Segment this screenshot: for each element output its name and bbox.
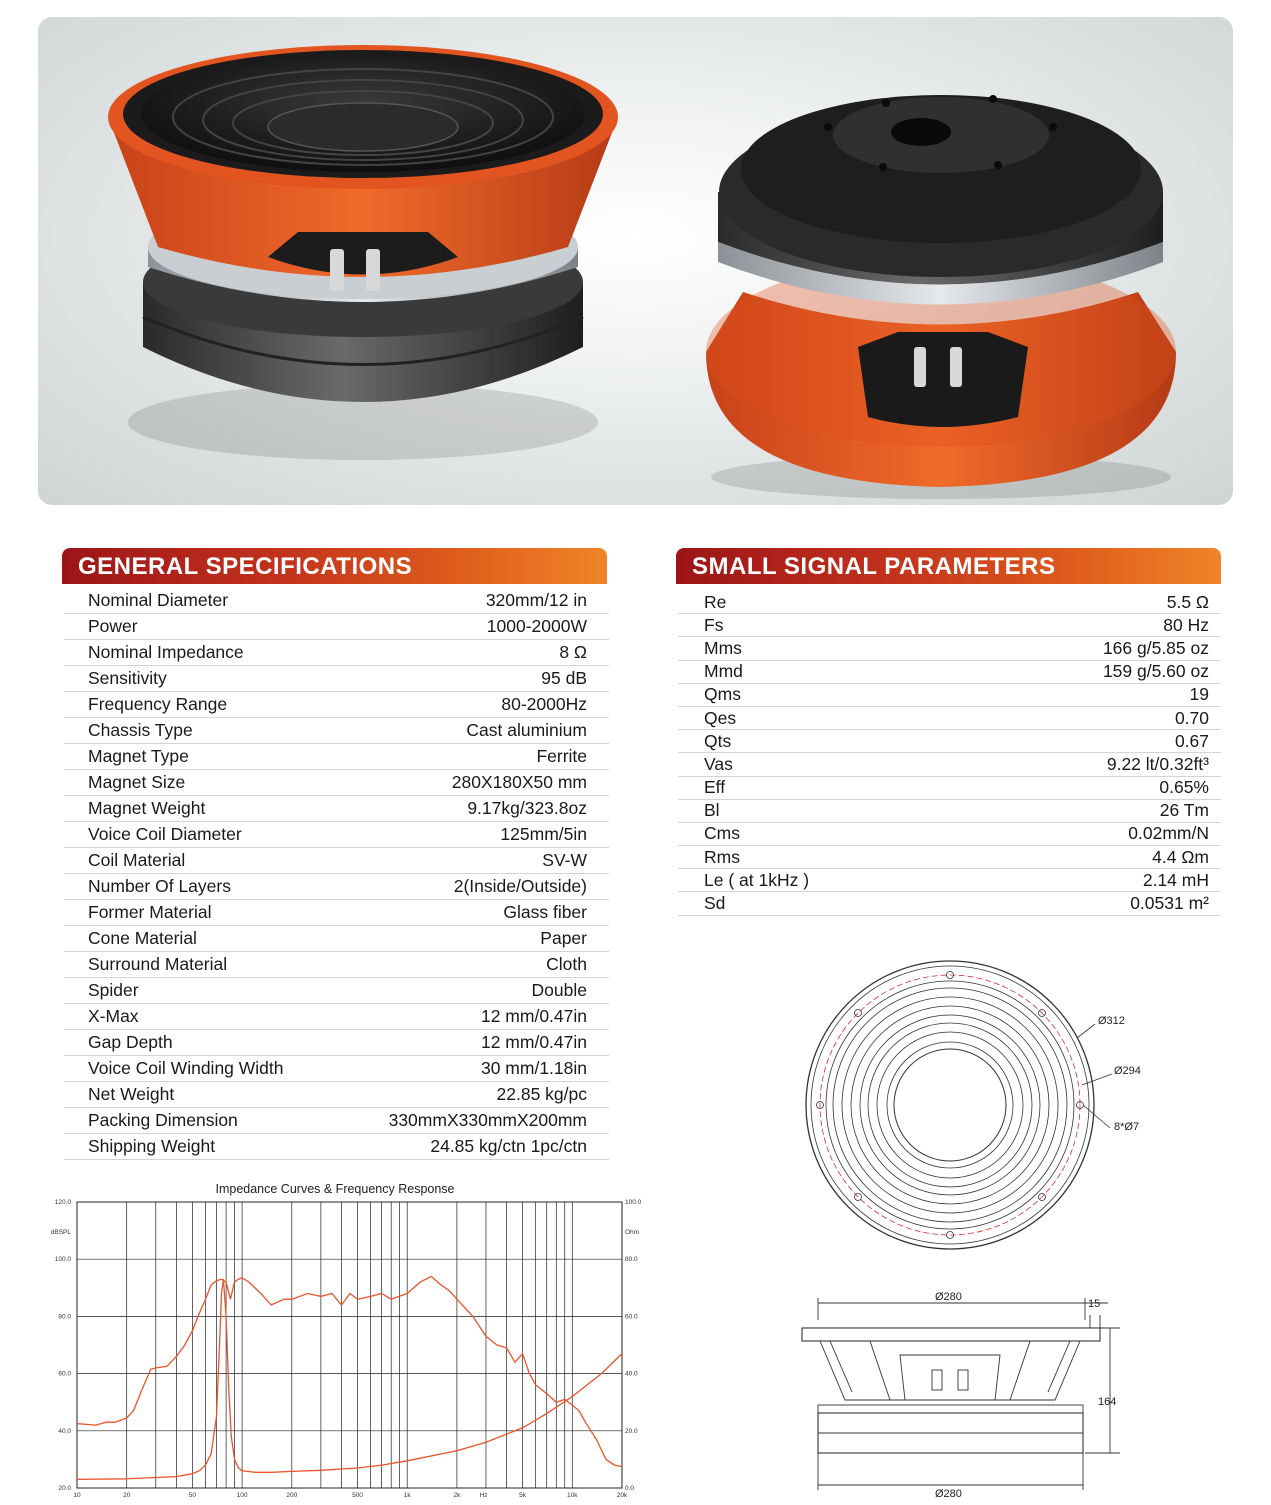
speaker-rear-photo (706, 95, 1176, 499)
spec-value: 19 (1189, 684, 1209, 705)
spec-value: SV-W (542, 850, 587, 870)
left-tick-label: 40.0 (58, 1427, 71, 1435)
spec-row (678, 591, 1221, 614)
spec-row (678, 614, 1221, 637)
left-tick-label: 20.0 (58, 1485, 71, 1492)
spec-row (64, 796, 609, 822)
product-photos (38, 17, 1233, 505)
spec-label: Coil Material (88, 850, 186, 870)
spec-label: Fs (704, 614, 724, 635)
spec-label: Sensitivity (88, 668, 167, 688)
spec-row (678, 869, 1221, 892)
plot-area (77, 1202, 622, 1488)
spec-label: Rms (704, 846, 740, 867)
spec-value: 1000-2000W (486, 616, 587, 636)
spec-row (678, 637, 1221, 660)
spec-value: Ferrite (536, 746, 587, 766)
spec-value: 280X180X50 mm (451, 772, 587, 792)
x-tick-label: 2k (453, 1492, 461, 1499)
spec-value: 8 Ω (559, 642, 587, 662)
top-view (806, 961, 1112, 1249)
product-photo-panel (38, 17, 1233, 505)
x-tick-label: 200 (286, 1492, 298, 1499)
spec-label: Packing Dimension (88, 1110, 238, 1130)
spec-label: Nominal Diameter (88, 590, 229, 610)
dim-outer-diameter: Ø312 (1098, 1015, 1125, 1027)
spec-value: 12 mm/0.47in (480, 1006, 587, 1026)
spec-row (64, 692, 609, 718)
spec-row (678, 707, 1221, 730)
spec-row (64, 926, 609, 952)
spec-label: X-Max (88, 1006, 139, 1026)
spec-label: Net Weight (88, 1084, 175, 1104)
spec-value: 330mmX330mmX200mm (388, 1110, 587, 1130)
spec-value: Cast aluminium (466, 720, 587, 740)
spec-row (64, 666, 609, 692)
spec-label: Magnet Type (88, 746, 189, 766)
spec-value: 5.5 Ω (1166, 591, 1209, 612)
x-tick-label: 20k (616, 1492, 628, 1499)
spec-row (64, 874, 609, 900)
dimension-drawing-svg (790, 960, 1190, 1500)
spec-value: 4.4 Ωm (1152, 846, 1209, 867)
spec-row (64, 822, 609, 848)
spec-label: Vas (704, 753, 733, 774)
spec-row (64, 744, 609, 770)
dim-holes: 8*Ø7 (1114, 1121, 1140, 1133)
impedance-frequency-chart (40, 1180, 645, 1500)
spec-row (64, 614, 609, 640)
spec-label: Chassis Type (88, 720, 193, 740)
spec-row (64, 1030, 609, 1056)
spec-row (64, 1082, 609, 1108)
dim-flange: 15 (1088, 1298, 1101, 1310)
general-specifications-header: GENERAL SPECIFICATIONS (62, 548, 607, 584)
x-tick-label: 20 (123, 1492, 131, 1499)
spec-row (64, 1134, 609, 1160)
general-specifications-table (64, 588, 609, 1160)
spec-value: Double (531, 980, 587, 1000)
spec-value: 320mm/12 in (485, 590, 587, 610)
spec-value: Paper (540, 928, 587, 948)
spec-label: Magnet Weight (88, 798, 206, 818)
right-tick-label: 100.0 (625, 1199, 642, 1206)
spec-value: 0.02mm/N (1128, 823, 1209, 844)
spec-label: Sd (704, 893, 726, 914)
spec-value: 0.67 (1174, 730, 1209, 751)
spec-value: Glass fiber (503, 902, 587, 922)
spec-row (678, 823, 1221, 846)
spec-label: Bl (704, 800, 720, 821)
spec-label: Cms (704, 823, 740, 844)
spec-label: Gap Depth (88, 1032, 173, 1052)
spec-label: Qms (704, 684, 741, 705)
spec-row (64, 588, 609, 614)
left-tick-label: 80.0 (58, 1313, 71, 1321)
spec-label: Voice Coil Winding Width (88, 1058, 284, 1078)
right-tick-label: 40.0 (625, 1370, 638, 1378)
spec-row (64, 718, 609, 744)
spec-label: Frequency Range (88, 694, 228, 714)
x-unit-label: Hz (479, 1492, 488, 1499)
spec-row (64, 770, 609, 796)
left-tick-label: 100.0 (54, 1256, 71, 1264)
x-tick-label: 100 (236, 1492, 248, 1499)
right-tick-label: 80.0 (625, 1256, 638, 1264)
spec-row (64, 952, 609, 978)
spec-label: Power (88, 616, 138, 636)
spec-value: 12 mm/0.47in (480, 1032, 587, 1052)
small-signal-parameters-header: SMALL SIGNAL PARAMETERS (676, 548, 1221, 584)
x-tick-label: 10k (567, 1492, 578, 1499)
spec-value: 2.14 mH (1142, 869, 1209, 890)
dim-mount-diameter: Ø294 (1114, 1065, 1141, 1077)
spec-row (678, 800, 1221, 823)
spec-label: Shipping Weight (88, 1136, 216, 1156)
spec-label: Re (704, 591, 727, 612)
spec-value: 125mm/5in (500, 824, 587, 844)
x-tick-label: 50 (188, 1492, 197, 1499)
spec-row (64, 900, 609, 926)
right-tick-label: 60.0 (625, 1313, 638, 1321)
spec-value: 9.17kg/323.8oz (467, 798, 587, 818)
x-tick-label: 500 (352, 1492, 363, 1499)
spec-row (678, 846, 1221, 869)
spec-row (64, 1108, 609, 1134)
right-axis-unit: Ohm (625, 1229, 640, 1236)
spec-row (64, 640, 609, 666)
dim-magnet-bottom: Ø280 (935, 1488, 962, 1500)
spec-value: 30 mm/1.18in (480, 1058, 587, 1078)
spec-label: Surround Material (88, 954, 228, 974)
spec-value: 2(Inside/Outside) (453, 876, 587, 896)
spec-value: 0.70 (1174, 707, 1209, 728)
spec-value: 9.22 lt/0.32ft³ (1106, 753, 1209, 774)
spec-label: Voice Coil Diameter (88, 824, 242, 844)
spec-value: 166 g/5.85 oz (1102, 637, 1209, 658)
spec-label: Cone Material (88, 928, 197, 948)
spec-label: Number Of Layers (88, 876, 231, 896)
spec-row (678, 753, 1221, 776)
spec-value: Cloth (546, 954, 587, 974)
left-axis-unit: dBSPL (50, 1229, 71, 1236)
spec-label: Eff (704, 777, 726, 798)
chart-plot (40, 1180, 645, 1500)
spec-value: 80 Hz (1163, 614, 1209, 635)
right-tick-label: 20.0 (625, 1427, 638, 1435)
spec-value: 22.85 kg/pc (496, 1084, 587, 1104)
right-tick-label: 0.0 (625, 1485, 635, 1492)
x-tick-label: 5k (519, 1492, 527, 1499)
chart-title: Impedance Curves & Frequency Response (215, 1182, 455, 1196)
spec-row (678, 730, 1221, 753)
spec-value: 159 g/5.60 oz (1102, 661, 1209, 682)
dim-magnet-top: Ø280 (935, 1291, 962, 1303)
spec-value: 80-2000Hz (501, 694, 587, 714)
spec-label: Le ( at 1kHz ) (704, 869, 810, 890)
spec-row (64, 848, 609, 874)
spec-row (678, 892, 1221, 915)
spec-value: 0.65% (1159, 777, 1209, 798)
spec-label: Former Material (88, 902, 212, 922)
spec-row (64, 1056, 609, 1082)
spec-row (678, 777, 1221, 800)
speaker-front-photo (108, 45, 618, 460)
x-tick-label: 1k (403, 1492, 411, 1499)
small-signal-parameters-table (678, 591, 1221, 916)
spec-label: Qes (704, 707, 737, 728)
left-tick-label: 60.0 (58, 1370, 71, 1378)
dim-height: 164 (1098, 1396, 1117, 1408)
spec-row (64, 1004, 609, 1030)
x-tick-label: 10 (73, 1492, 81, 1499)
spec-value: 0.0531 m² (1130, 893, 1209, 914)
left-tick-label: 120.0 (54, 1199, 71, 1206)
dimension-drawing (790, 960, 1190, 1500)
side-view (802, 1298, 1120, 1490)
spec-label: Qts (704, 730, 732, 751)
spec-row (64, 978, 609, 1004)
spec-label: Magnet Size (88, 772, 186, 792)
spec-value: 26 Tm (1159, 800, 1209, 821)
spec-row (678, 684, 1221, 707)
spec-label: Mmd (704, 661, 743, 682)
spec-label: Nominal Impedance (88, 642, 244, 662)
spec-value: 24.85 kg/ctn 1pc/ctn (430, 1136, 587, 1156)
spec-label: Spider (88, 980, 139, 1000)
spec-value: 95 dB (541, 668, 587, 688)
spec-row (678, 661, 1221, 684)
spec-label: Mms (704, 637, 742, 658)
